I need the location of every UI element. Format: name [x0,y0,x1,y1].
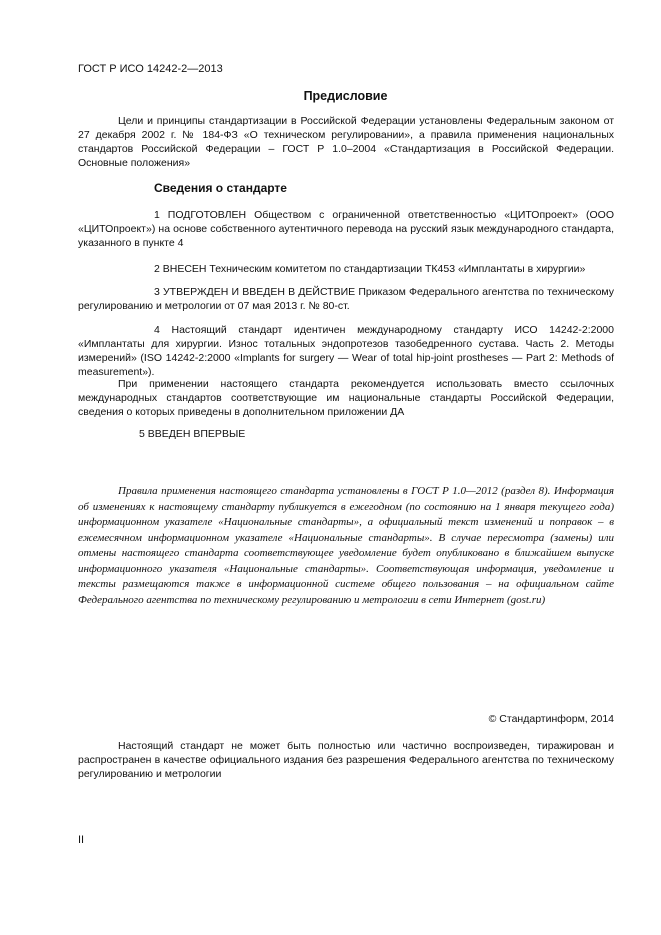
page-number: II [78,834,85,846]
application-notice: Правила применения настоящего стандарта установлены в ГОСТ Р 1.0—2012 (раздел 8). Информация об изменениях к настоящему стандарту публикуется в ежегодном (по состоянию на 1 января текущего года) информационном указателе «Национальные стандарты», а официальный текст изменений и поправок – в ежемесячном информационном указателе «Национальные стандарты». В случае пересмотра (замены) или отмены настоящего стандарта соответствующее уведомление будет опубликовано в ближайшем выпуске информационного указателя «Национальные стандарты». Соответствующая информация, уведомление и тексты размещаются также в информационной системе общего пользования – на официальном сайте Федерального агентства по техническому регулированию и метрологии в сети Интернет (gost.ru) [78,485,614,606]
document-header: ГОСТ Р ИСО 14242-2—2013 [78,63,223,75]
copyright: © Стандартинформ, 2014 [488,713,614,725]
info-item-4: 4 Настоящий стандарт идентичен международному стандарту ИСО 14242-2:2000 «Имплантаты для хирургии. Износ тотальных эндопротезов тазобедренного сустава. Часть 2. Методы измерений» (ISO 14242-2:2000 «Implants for surgery — Wear of total hip-joint prostheses — Part 2: Methods of measurement»). [78,324,614,378]
info-item-4-note: При применении настоящего стандарта рекомендуется использовать вместо ссылочных международных стандартов соответствующие им национальные стандарты Российской Федерации, сведения о которых приведены в дополнительном приложении ДА [78,378,614,418]
info-title: Сведения о стандарте [154,181,287,195]
info-item-5: 5 ВВЕДЕН ВПЕРВЫЕ [139,428,246,440]
info-item-2: 2 ВНЕСЕН Техническим комитетом по стандартизации ТК453 «Имплантаты в хирургии» [154,263,586,275]
foreword-title: Предисловие [303,89,388,103]
info-item-1: 1 ПОДГОТОВЛЕН Обществом с ограниченной ответственностью «ЦИТОпроект» (ООО «ЦИТОпроект») на основе собственного аутентичного перевода на русский язык международного стандарта, указанного в пункте 4 [78,209,614,249]
info-item-3: 3 УТВЕРЖДЕН И ВВЕДЕН В ДЕЙСТВИЕ Приказом Федерального агентства по техническому регулированию и метрологии от 07 мая 2013 г. № 80-ст. [78,286,614,312]
foreword-text: Цели и принципы стандартизации в Российской Федерации установлены Федеральным законом от 27 декабря 2002 г. № 184-ФЗ «О техническом регулировании», а правила применения национальных стандартов Российской Федерации – ГОСТ Р 1.0–2004 «Стандартизация в Российской Федерации. Основные положения» [78,115,614,169]
legal-notice: Настоящий стандарт не может быть полностью или частично воспроизведен, тиражирован и распространен в качестве официального издания без разрешения Федерального агентства по техническому регулированию и метрологии [78,740,614,780]
